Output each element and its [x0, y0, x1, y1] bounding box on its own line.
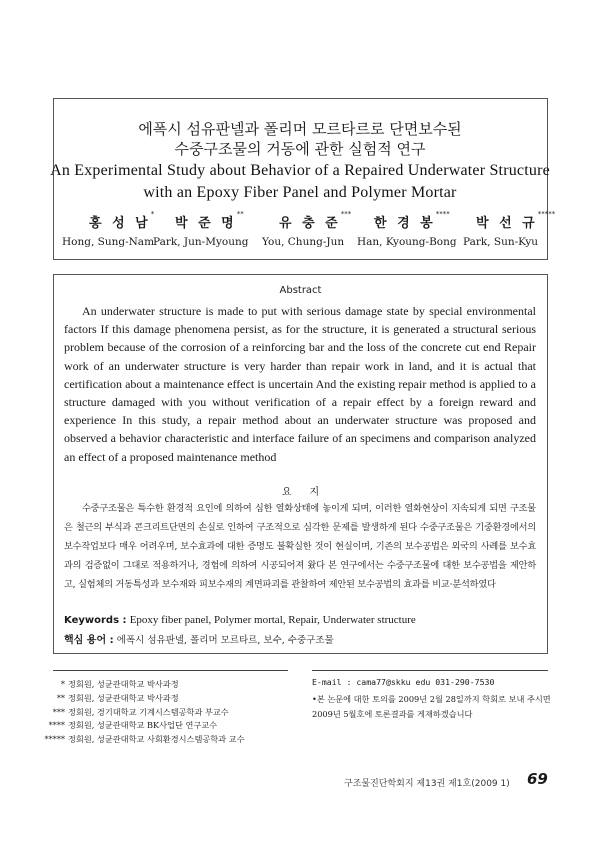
author-4-english: Han, Kyoung-Bong — [357, 236, 457, 248]
author-3-english: You, Chung-Jun — [262, 236, 345, 248]
abstract-heading: Abstract — [279, 285, 322, 296]
author-2-english: Park, Jun-Myoung — [153, 236, 249, 248]
contact-email: E-mail : cama77@skku edu 031-290-7530 — [312, 677, 495, 687]
title-english-line-1: An Experimental Study about Behavior of a Repaired Underwater Structure — [50, 162, 550, 179]
author-5-korean: 박 선 규***** — [476, 210, 556, 231]
author-4-korean: 한 경 봉**** — [374, 210, 450, 231]
korean-abstract-text: 수중구조물은 특수한 환경적 요인에 의하여 심한 열화상태에 놓이게 되며, 이러한 열화현상이 지속되게 되면 구조물은 철근의 부식과 콘크리트단면의 손실로 인하여 구조적으로 심각한 문제를 발생하게 된다 수중구조물은 기중환경에서의 보수작업보다 매우 어려우며, 보수효과에 대한 증명도 불확실한 것이 현실이며, 기존의 보수공법은 외국의 사례를 보수효과의 검증없이 그대로 적용하거나, 경험에 의하여 시공되어져 왔다 본 연구에서는 수중구조물에 대한 보수공법을 제안하고, 실험체의 거동특성과 보수재와 피보수재의 계면파괴를 관찰하여 제안된 보수공법의 효과를 비교·분석하였다 — [64, 503, 536, 590]
footnote-item: ***** 정회원, 성균관대학교 사회환경시스템공학과 교수 — [44, 734, 245, 745]
keywords-english-value: Epoxy fiber panel, Polymer mortal, Repair, Underwater structure — [129, 614, 416, 626]
footnote-item: *** 정회원, 경기대학교 기계시스템공학과 부교수 — [52, 706, 229, 717]
keywords-korean-value: 에폭시 섬유판넬, 폴리머 모르타르, 보수, 수중구조물 — [116, 635, 334, 646]
author-2-korean: 박 준 명** — [175, 210, 244, 231]
footnote-item: * 정회원, 성균관대학교 박사과정 — [60, 679, 179, 689]
title-english-line-2: with an Epoxy Fiber Panel and Polymer Mortar — [143, 184, 457, 201]
keywords-korean — [64, 631, 334, 646]
page-number: 69 — [527, 770, 548, 788]
keywords-english — [64, 614, 416, 626]
author-1-english: Hong, Sung-Nam — [62, 236, 155, 248]
footnote-divider-left — [53, 670, 288, 671]
author-5-english: Park, Sun-Kyu — [463, 236, 539, 248]
title-korean-line-1: 에폭시 섬유판넬과 폴리머 모르타르로 단면보수된 — [138, 120, 462, 138]
keywords-korean-label: 핵심 용어 : — [64, 635, 114, 646]
author-3-korean: 유 충 준*** — [279, 210, 352, 231]
abstract-text: An underwater structure is made to put with serious damage state by special environmental factors If this damage phenomena persist, as for the structure, it is generated a structural serious problem because of the corrosion of a reinforcing bar and the loss of the concrete cut end Repair work of an underwater structure is very harder than repair work in land, and it is actual that certification about a maintenance effect is uncertain And the existing repair method is applied to a structure damaged with you without verification of a repair effect by a foreign reward and experience In this study, a repair method about an underwater structure was proposed and observed a behavior characteristic and interface failure of an specimens and comparison analyzed an effect of a proposed maintenance method — [64, 304, 536, 464]
footnote-list — [40, 678, 300, 747]
footnote-item: ** 정회원, 성균관대학교 박사과정 — [56, 692, 179, 703]
title-korean-line-2: 수중구조물의 거동에 관한 실험적 연구 — [174, 140, 426, 158]
discussion-note: •본 논문에 대한 토의를 2009년 2월 28일까지 학회로 보내 주시면 2009년 5월호에 토론결과를 게재하겠습니다 — [312, 694, 551, 719]
footnote-divider-right — [312, 670, 548, 671]
keywords-english-label: Keywords : — [64, 615, 127, 626]
footnote-item: **** 정회원, 성균관대학교 BK사업단 연구교수 — [48, 720, 218, 731]
korean-abstract-heading: 요지 — [281, 487, 338, 498]
author-1-korean: 홍 성 남* — [89, 210, 155, 231]
journal-citation: 구조물진단학회지 제13권 제1호(2009 1) — [344, 779, 510, 789]
